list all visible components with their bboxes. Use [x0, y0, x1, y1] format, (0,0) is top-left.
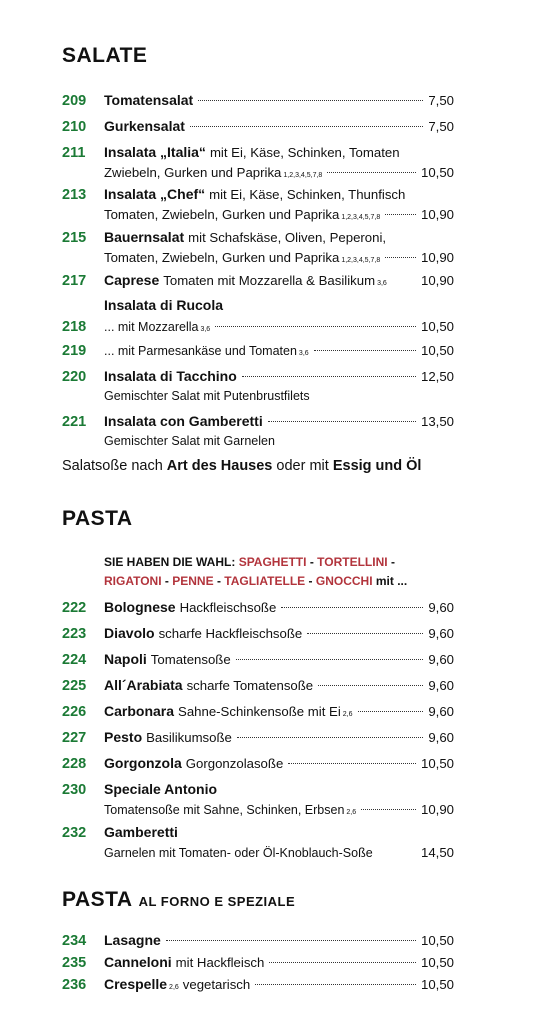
item-description-2: Tomaten, Zwiebeln, Gurken und Paprika [104, 250, 340, 265]
allergen-codes: 2,6 [169, 984, 179, 991]
item-number: 217 [62, 273, 87, 289]
menu-item-224 [62, 650, 454, 670]
leader-dots [281, 607, 423, 608]
choice-dash: - [216, 574, 221, 588]
menu-item-218 [62, 317, 454, 339]
item-name: Napoli [104, 651, 147, 667]
menu-item-222 [62, 598, 454, 618]
menu-item-228 [62, 754, 454, 774]
allergen-codes: 2,6 [346, 809, 357, 816]
item-description: vegetarisch [182, 977, 251, 992]
menu-item-219 [62, 341, 454, 363]
item-name: Carbonara [104, 703, 175, 719]
item-description: ... mit Mozzarella [104, 320, 199, 334]
item-number: 213 [62, 187, 87, 203]
leader-dots [318, 685, 423, 686]
allergen-codes: 1,2,3,4,5,7,8 [341, 257, 381, 264]
section-title-pasta: PASTA [62, 507, 133, 530]
item-name: Insalata „Chef“ [104, 186, 206, 202]
leader-dots [215, 326, 416, 327]
section-title-main: PASTA [62, 888, 133, 911]
item-price: 9,60 [428, 626, 454, 641]
item-name: All´Arabiata [104, 677, 183, 693]
item-number: 228 [62, 756, 87, 772]
item-number: 215 [62, 230, 87, 246]
item-description: Tomatensoße [150, 652, 231, 667]
item-number: 236 [62, 977, 87, 993]
item-name: Insalata di Rucola [104, 297, 224, 313]
leader-dots [255, 984, 416, 985]
item-description: scharfe Tomatensoße [186, 678, 314, 693]
item-description: Gemischter Salat mit Garnelen [104, 434, 275, 448]
allergen-codes: 1,2,3,4,5,7,8 [283, 172, 323, 179]
item-description: Sahne-Schinkensoße mit Ei [178, 704, 341, 719]
item-price: 12,50 [420, 369, 454, 384]
choice-dash: - [390, 555, 395, 569]
item-number: 230 [62, 782, 87, 798]
item-number: 234 [62, 933, 87, 949]
item-price: 9,60 [428, 730, 454, 745]
choice-tagliatelle: TAGLIATELLE [224, 574, 306, 588]
menu-item-232 [62, 823, 454, 863]
item-number: 226 [62, 704, 87, 720]
menu-item-226 [62, 702, 454, 724]
item-description-2: Tomaten, Zwiebeln, Gurken und Paprika [104, 207, 340, 222]
item-description: Gorgonzolasoße [185, 756, 284, 771]
item-name: Bauernsalat [104, 229, 185, 245]
item-name: Gamberetti [104, 824, 178, 840]
item-price: 10,50 [420, 977, 454, 992]
leader-dots [358, 711, 424, 712]
allergen-codes: 3,6 [298, 350, 309, 357]
item-name: Gorgonzola [104, 755, 182, 771]
item-price: 7,50 [428, 93, 454, 108]
menu-item-209 [62, 91, 454, 111]
menu-item-235 [62, 953, 454, 973]
item-number: 224 [62, 652, 87, 668]
item-number: 225 [62, 678, 87, 694]
leader-dots [269, 962, 416, 963]
item-price: 14,50 [420, 845, 454, 860]
item-name: Crespelle [104, 976, 168, 992]
note-emphasis: Art des Hauses [166, 458, 273, 474]
choice-dash: - [308, 574, 313, 588]
item-description: scharfe Hackfleischsoße [158, 626, 303, 641]
item-price: 10,50 [420, 165, 454, 180]
pasta-choice-banner [104, 553, 464, 591]
choice-tortellini: TORTELLINI [317, 555, 388, 569]
item-price: 9,60 [428, 652, 454, 667]
item-description: Tomatensoße mit Sahne, Schinken, Erbsen [104, 803, 345, 817]
item-name: Pesto [104, 729, 143, 745]
leader-dots [242, 376, 416, 377]
menu-item-225 [62, 676, 454, 696]
item-number: 218 [62, 319, 87, 335]
item-name: Insalata con Gamberetti [104, 413, 263, 429]
menu-item-236 [62, 975, 454, 997]
item-name: Insalata „Italia“ [104, 144, 206, 160]
leader-dots [385, 214, 416, 215]
item-number: 209 [62, 93, 87, 109]
choice-penne: PENNE [172, 574, 214, 588]
item-price: 7,50 [428, 119, 454, 134]
leader-dots [327, 172, 416, 173]
choice-rigatoni: RIGATONI [104, 574, 162, 588]
item-description: Tomaten mit Mozzarella & Basilikum [163, 273, 376, 288]
leader-dots [385, 257, 416, 258]
menu-item-221 [62, 412, 454, 451]
section-title-salate: SALATE [62, 44, 148, 67]
choice-suffix: mit ... [375, 574, 408, 588]
item-number: 211 [62, 145, 86, 161]
item-name: Lasagne [104, 932, 161, 948]
note-emphasis: Essig und Öl [332, 458, 422, 474]
leader-dots [288, 763, 416, 764]
leader-dots [190, 126, 423, 127]
item-description: Garnelen mit Tomaten- oder Öl-Knoblauch-Soße [104, 846, 373, 860]
rucola-header [62, 296, 454, 315]
menu-item-234 [62, 931, 454, 951]
choice-spaghetti: SPAGHETTI [238, 555, 307, 569]
allergen-codes: 3,6 [377, 280, 387, 287]
item-number: 232 [62, 825, 87, 841]
leader-dots [314, 350, 416, 351]
item-number: 220 [62, 369, 87, 385]
item-name: Gurkensalat [104, 118, 185, 134]
menu-item-210 [62, 117, 454, 137]
item-number: 223 [62, 626, 87, 642]
item-price: 9,60 [428, 600, 454, 615]
item-name: Diavolo [104, 625, 155, 641]
menu-item-227 [62, 728, 454, 748]
item-price: 10,50 [420, 933, 454, 948]
item-number: 227 [62, 730, 87, 746]
item-description: Basilikumsoße [146, 730, 232, 745]
menu-item-211 [62, 143, 454, 185]
item-description: mit Ei, Käse, Schinken, Thunfisch [209, 187, 406, 202]
item-name: Canneloni [104, 954, 172, 970]
item-description-2: Zwiebeln, Gurken und Paprika [104, 165, 282, 180]
leader-dots [361, 809, 416, 810]
allergen-codes: 3,6 [200, 326, 211, 333]
item-number: 210 [62, 119, 87, 135]
allergen-codes: 1,2,3,4,5,7,8 [341, 214, 381, 221]
item-price: 10,90 [420, 250, 454, 265]
item-price: 10,50 [420, 319, 454, 334]
leader-dots [166, 940, 416, 941]
choice-prefix: SIE HABEN DIE WAHL: [104, 555, 236, 569]
leader-dots [268, 421, 416, 422]
leader-dots [198, 100, 423, 101]
item-name: Tomatensalat [104, 92, 194, 108]
item-price: 10,90 [420, 802, 454, 817]
choice-gnocchi: GNOCCHI [315, 574, 373, 588]
choice-dash: - [164, 574, 169, 588]
section-title-forno [62, 888, 295, 912]
leader-dots [236, 659, 424, 660]
item-description: mit Ei, Käse, Schinken, Tomaten [209, 145, 400, 160]
item-name: Bolognese [104, 599, 176, 615]
note-text: Salatsoße nach [62, 458, 163, 474]
section-subtitle: AL FORNO E SPEZIALE [138, 894, 296, 909]
item-price: 13,50 [420, 414, 454, 429]
item-price: 10,90 [420, 273, 454, 288]
menu-item-220 [62, 367, 454, 406]
leader-dots [307, 633, 423, 634]
leader-dots [237, 737, 423, 738]
item-price: 10,50 [420, 955, 454, 970]
item-name: Insalata di Tacchino [104, 368, 237, 384]
item-name: Speciale Antonio [104, 781, 218, 797]
menu-item-223 [62, 624, 454, 644]
note-text: oder mit [276, 458, 329, 474]
item-name: Caprese [104, 272, 160, 288]
item-description: mit Schafskäse, Oliven, Peperoni, [188, 230, 387, 245]
item-description: Hackfleischsoße [179, 600, 277, 615]
item-number: 235 [62, 955, 87, 971]
menu-item-230 [62, 780, 454, 822]
item-price: 9,60 [428, 678, 454, 693]
item-description: Gemischter Salat mit Putenbrustfilets [104, 389, 310, 403]
item-number: 219 [62, 343, 87, 359]
item-description: ... mit Parmesankäse und Tomaten [104, 344, 297, 358]
menu-item-217 [62, 271, 454, 293]
menu-item-213 [62, 185, 454, 227]
dressing-note [62, 458, 421, 474]
item-price: 10,50 [420, 756, 454, 771]
item-price: 10,50 [420, 343, 454, 358]
item-description: mit Hackfleisch [175, 955, 265, 970]
item-price: 10,90 [420, 207, 454, 222]
choice-dash: - [309, 555, 314, 569]
menu-item-215 [62, 228, 454, 270]
item-price: 9,60 [428, 704, 454, 719]
allergen-codes: 2,6 [342, 711, 353, 718]
item-number: 222 [62, 600, 87, 616]
item-number: 221 [62, 414, 87, 430]
